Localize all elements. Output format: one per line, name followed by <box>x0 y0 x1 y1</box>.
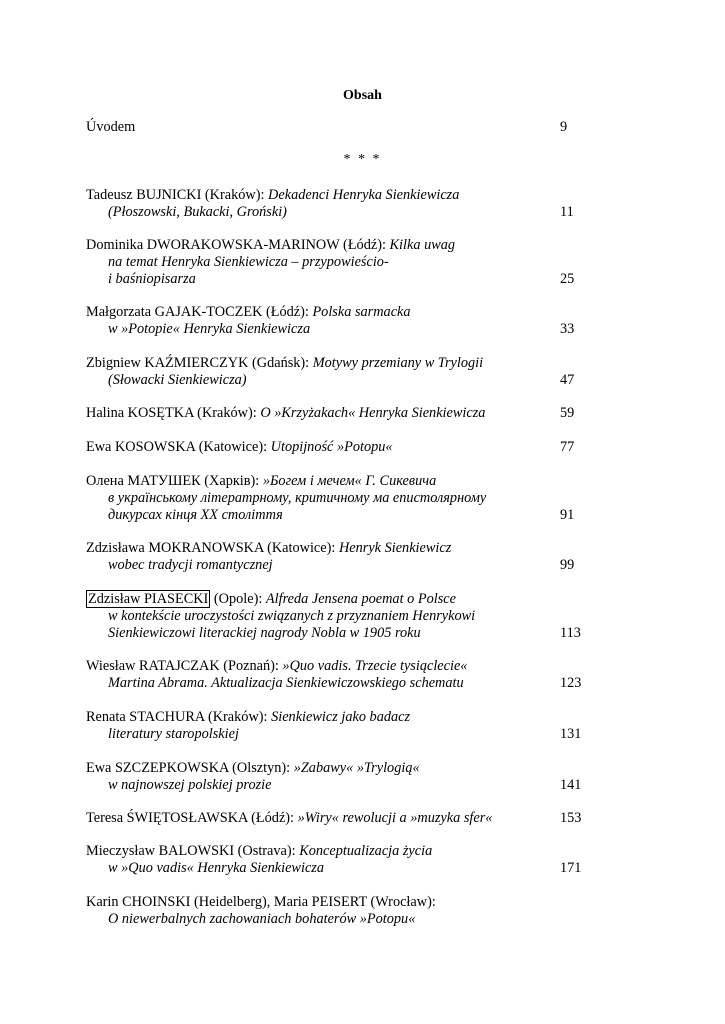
entry-continuation-line <box>86 911 415 928</box>
entry-title: Konceptualizacja życia <box>299 843 433 859</box>
entry-title: Utopijność »Potopu« <box>270 439 393 455</box>
entry-title: в українському літератрному, критичному ма епистолярному <box>108 490 487 506</box>
entry-page-number: 141 <box>560 777 582 793</box>
entry-page-number: 99 <box>560 557 575 573</box>
entry-page-number: 33 <box>560 321 575 337</box>
separator: * * * <box>343 152 382 167</box>
entry-first-line <box>86 304 411 321</box>
entry-page-number: 123 <box>560 675 582 691</box>
entry-author: Dominika DWORAKOWSKA-MARINOW (Łódź): <box>86 237 390 253</box>
entry-continuation-line <box>86 608 475 625</box>
entry-page-number: 77 <box>560 439 575 455</box>
entry-continuation-line <box>86 557 273 574</box>
author-name-highlighted: Zdzisław PIASECKI <box>88 591 209 607</box>
entry-title: literatury staropolskiej <box>108 726 239 742</box>
entry-author: Zbigniew KAŹMIERCZYK (Gdańsk): <box>86 355 313 371</box>
entry-continuation-line <box>86 372 247 389</box>
entry-author: Teresa ŚWIĘTOSŁAWSKA (Łódź): <box>86 810 298 826</box>
entry-first-line <box>86 355 483 372</box>
intro-page: 9 <box>560 119 568 135</box>
entry-first-line <box>86 810 492 827</box>
entry-title: Motywy przemiany w Trylogii <box>312 355 484 371</box>
entry-author: Олена МАТУШЕК (Харків): <box>86 473 263 489</box>
entry-author: Zdzisława MOKRANOWSKA (Katowice): <box>86 540 339 556</box>
entry-author: Ewa KOSOWSKA (Katowice): <box>86 439 271 455</box>
intro-label: Úvodem <box>86 119 136 135</box>
entry-continuation-line <box>86 860 324 877</box>
entry-title: Martina Abrama. Aktualizacja Sienkiewiczowskiego schematu <box>108 675 464 691</box>
entry-first-line <box>86 540 451 557</box>
entry-title: w »Quo vadis« Henryka Sienkiewicza <box>108 860 324 876</box>
entry-first-line <box>86 894 436 911</box>
entry-page-number: 47 <box>560 372 575 388</box>
entry-title: Polska sarmacka <box>312 304 411 320</box>
entry-page-number: 59 <box>560 405 575 421</box>
entry-first-line <box>86 658 467 675</box>
entry-author: Halina KOSĘTKA (Kraków): <box>86 405 261 421</box>
entry-title: »Богем і мечем« Г. Сикевича <box>262 473 437 489</box>
page-title: Obsah <box>343 88 382 103</box>
entry-continuation-line <box>86 271 196 288</box>
entry-title: w kontekście uroczystości związanych z przyznaniem Henrykowi <box>108 608 476 624</box>
entry-author: Renata STACHURA (Kraków): <box>86 709 272 725</box>
entry-first-line <box>86 709 410 726</box>
entry-first-line <box>86 591 456 608</box>
entry-continuation-line <box>86 777 272 794</box>
entry-continuation-line <box>86 254 389 271</box>
entry-page-number: 113 <box>560 625 581 641</box>
entry-title: (Płoszowski, Bukacki, Groński) <box>108 204 287 220</box>
entry-author: Ewa SZCZEPKOWSKA (Olsztyn): <box>86 760 294 776</box>
entry-title: w najnowszej polskiej prozie <box>108 777 272 793</box>
entry-title: (Słowacki Sienkiewicza) <box>108 372 247 388</box>
entry-title: Sienkiewiczowi literackiej nagrody Nobla w 1905 roku <box>108 625 421 641</box>
entry-title: Henryk Sienkiewicz <box>338 540 452 556</box>
entry-first-line <box>86 405 485 422</box>
entry-continuation-line <box>86 490 486 507</box>
entry-first-line <box>86 760 420 777</box>
entry-title: »Wiry« rewolucji a »muzyka sfer« <box>297 810 493 826</box>
entry-author: (Opole): <box>210 591 266 607</box>
entry-first-line <box>86 843 432 860</box>
entry-continuation-line <box>86 625 421 642</box>
entry-continuation-line <box>86 321 310 338</box>
entry-page-number: 171 <box>560 860 582 876</box>
entry-continuation-line <box>86 675 464 692</box>
entry-title: Dekadenci Henryka Sienkiewicza <box>268 187 460 203</box>
entry-title: O niewerbalnych zachowaniach bohaterów »Potopu« <box>108 911 416 927</box>
entry-title: na temat Henryka Sienkiewicza – przypowieścio- <box>108 254 389 270</box>
entry-continuation-line <box>86 507 283 524</box>
entry-title: »Zabawy« »Trylogią« <box>293 760 420 776</box>
entry-first-line <box>86 187 459 204</box>
entry-first-line <box>86 439 393 456</box>
entry-title: дикурсах кінця XX століття <box>108 507 283 523</box>
entry-author: Mieczysław BALOWSKI (Ostrava): <box>86 843 300 859</box>
entry-page-number: 91 <box>560 507 575 523</box>
entry-author: Tadeusz BUJNICKI (Kraków): <box>86 187 269 203</box>
entry-continuation-line <box>86 726 239 743</box>
entry-page-number: 153 <box>560 810 582 826</box>
entry-page-number: 131 <box>560 726 582 742</box>
entry-first-line <box>86 473 436 490</box>
entry-author: Wiesław RATAJCZAK (Poznań): <box>86 658 283 674</box>
entry-title: wobec tradycji romantycznej <box>108 557 273 573</box>
entry-title: i baśniopisarza <box>108 271 196 287</box>
entry-title: Alfreda Jensena poemat o Polsce <box>265 591 456 607</box>
entry-title: Sienkiewicz jako badacz <box>271 709 411 725</box>
entry-first-line <box>86 237 455 254</box>
entry-page-number: 25 <box>560 271 575 287</box>
entry-title: Kilka uwag <box>389 237 456 253</box>
entry-title: O »Krzyżakach« Henryka Sienkiewicza <box>260 405 486 421</box>
entry-author: Karin CHOINSKI (Heidelberg), Maria PEISERT (Wrocław): <box>86 894 436 910</box>
entry-page-number: 11 <box>560 204 574 220</box>
entry-title: »Quo vadis. Trzecie tysiąclecie« <box>282 658 468 674</box>
entry-author: Małgorzata GAJAK-TOCZEK (Łódź): <box>86 304 313 320</box>
entry-continuation-line <box>86 204 287 221</box>
entry-title: w »Potopie« Henryka Sienkiewicza <box>108 321 311 337</box>
